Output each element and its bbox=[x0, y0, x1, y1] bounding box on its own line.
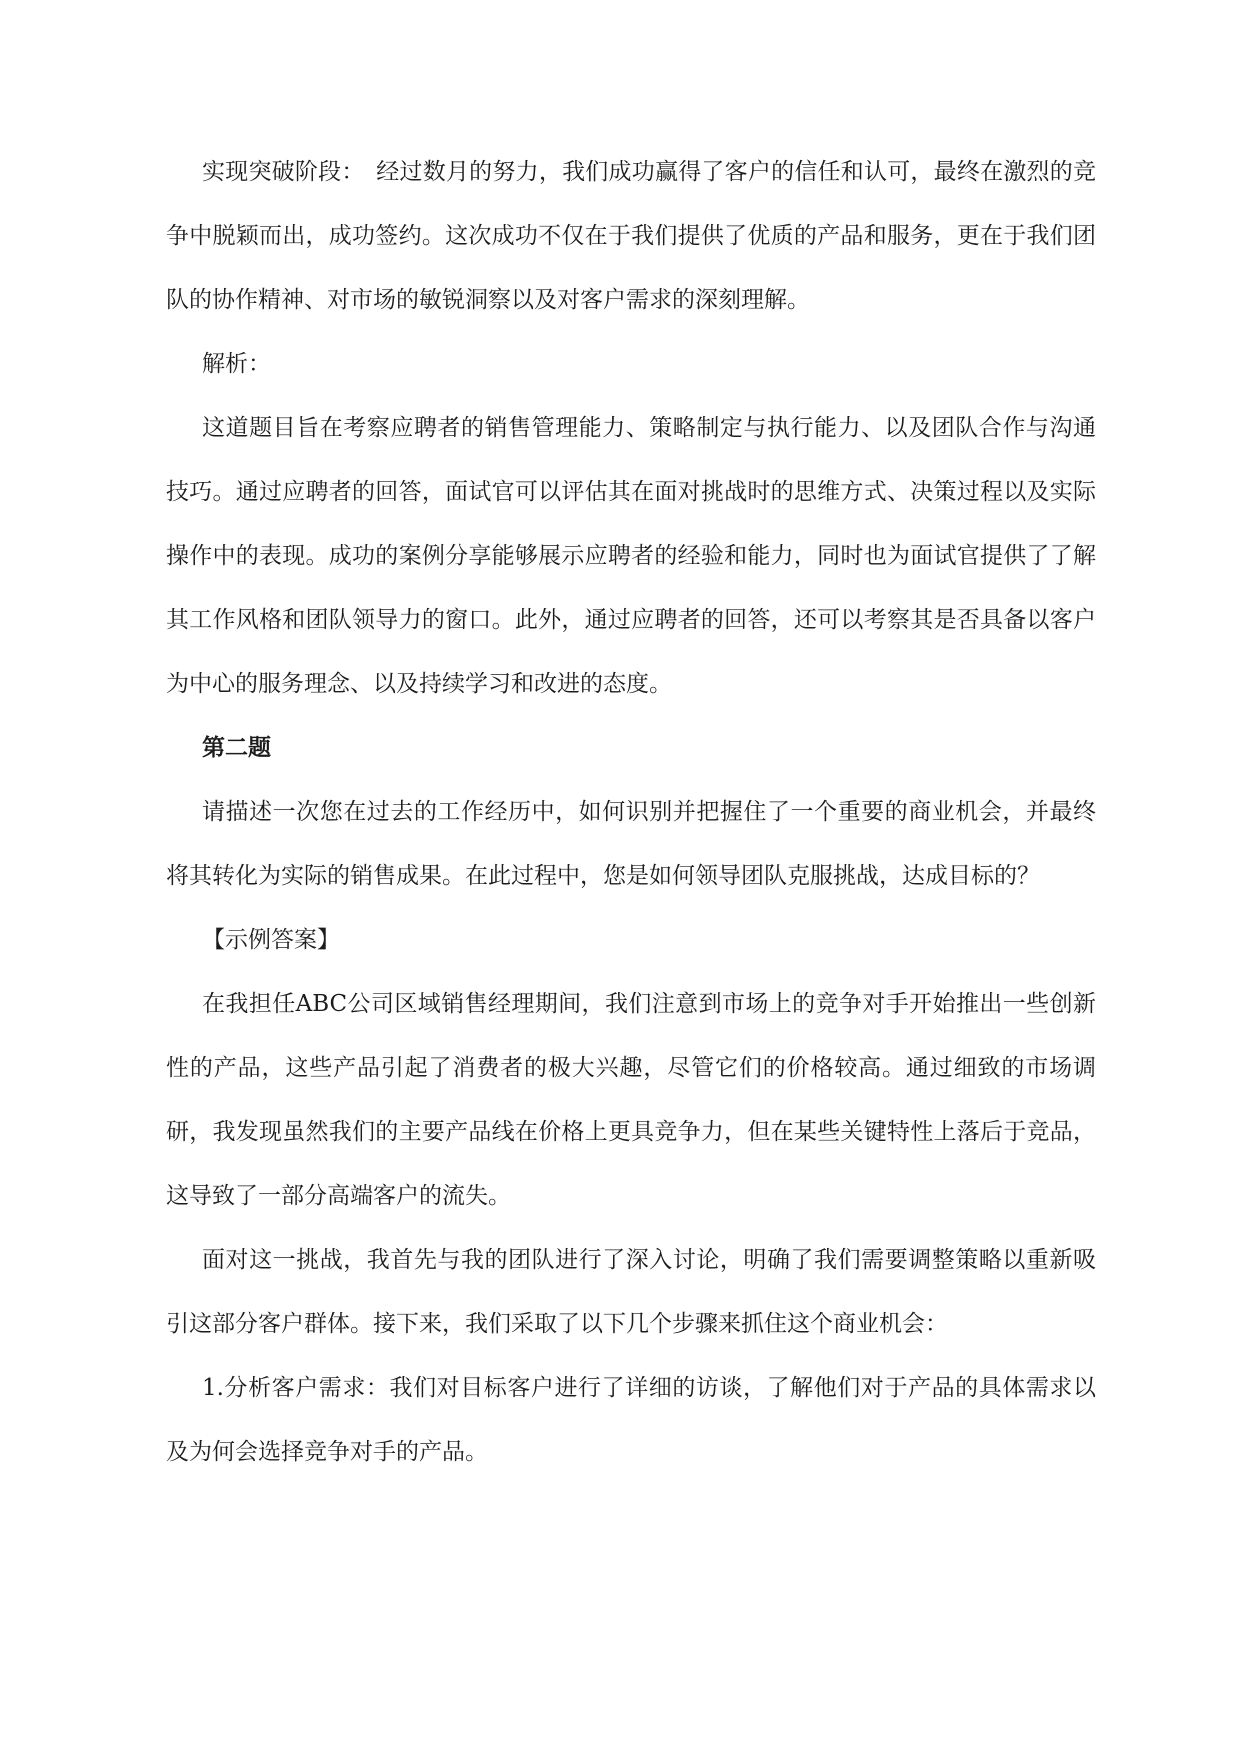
paragraph-analysis-body: 这道题目旨在考察应聘者的销售管理能力、策略制定与执行能力、以及团队合作与沟通技巧。通过应聘者的回答，面试官可以评估其在面对挑战时的思维方式、决策过程以及实际操作中的表现。成功的案例分享能够展示应聘者的经验和能力，同时也为面试官提供了了解其工作风格和团队领导力的窗口。此外，通过应聘者的回答，还可以考察其是否具备以客户为中心的服务理念、以及持续学习和改进的态度。 bbox=[166, 415, 1096, 697]
answer-paragraph-1: 在我担任ABC公司区域销售经理期间，我们注意到市场上的竞争对手开始推出一些创新性的产品，这些产品引起了消费者的极大兴趣，尽管它们的价格较高。通过细致的市场调研，我发现虽然我们的主要产品线在价格上更具竞争力，但在某些关键特性上落后于竞品，这导致了一部分高端客户的流失。 bbox=[166, 991, 1096, 1209]
question-two-prompt: 请描述一次您在过去的工作经历中，如何识别并把握住了一个重要的商业机会，并最终将其转化为实际的销售成果。在此过程中，您是如何领导团队克服挑战，达成目标的？ bbox=[166, 799, 1096, 889]
paragraph-breakthrough-stage: 实现突破阶段： 经过数月的努力，我们成功赢得了客户的信任和认可，最终在激烈的竞争中脱颖而出，成功签约。这次成功不仅在于我们提供了优质的产品和服务，更在于我们团队的协作精神、对市场的敏锐洞察以及对客户需求的深刻理解。 bbox=[166, 159, 1096, 313]
paragraph-analysis-heading: 解析： bbox=[202, 351, 271, 377]
question-two-heading: 第二题 bbox=[202, 734, 271, 761]
document-body bbox=[166, 140, 1096, 1484]
answer-step-1: 1.分析客户需求：我们对目标客户进行了详细的访谈，了解他们对于产品的具体需求以及为何会选择竞争对手的产品。 bbox=[166, 1375, 1096, 1465]
sample-answer-label: 【示例答案】 bbox=[202, 927, 340, 953]
answer-paragraph-2: 面对这一挑战，我首先与我的团队进行了深入讨论，明确了我们需要调整策略以重新吸引这部分客户群体。接下来，我们采取了以下几个步骤来抓住这个商业机会： bbox=[166, 1247, 1096, 1337]
